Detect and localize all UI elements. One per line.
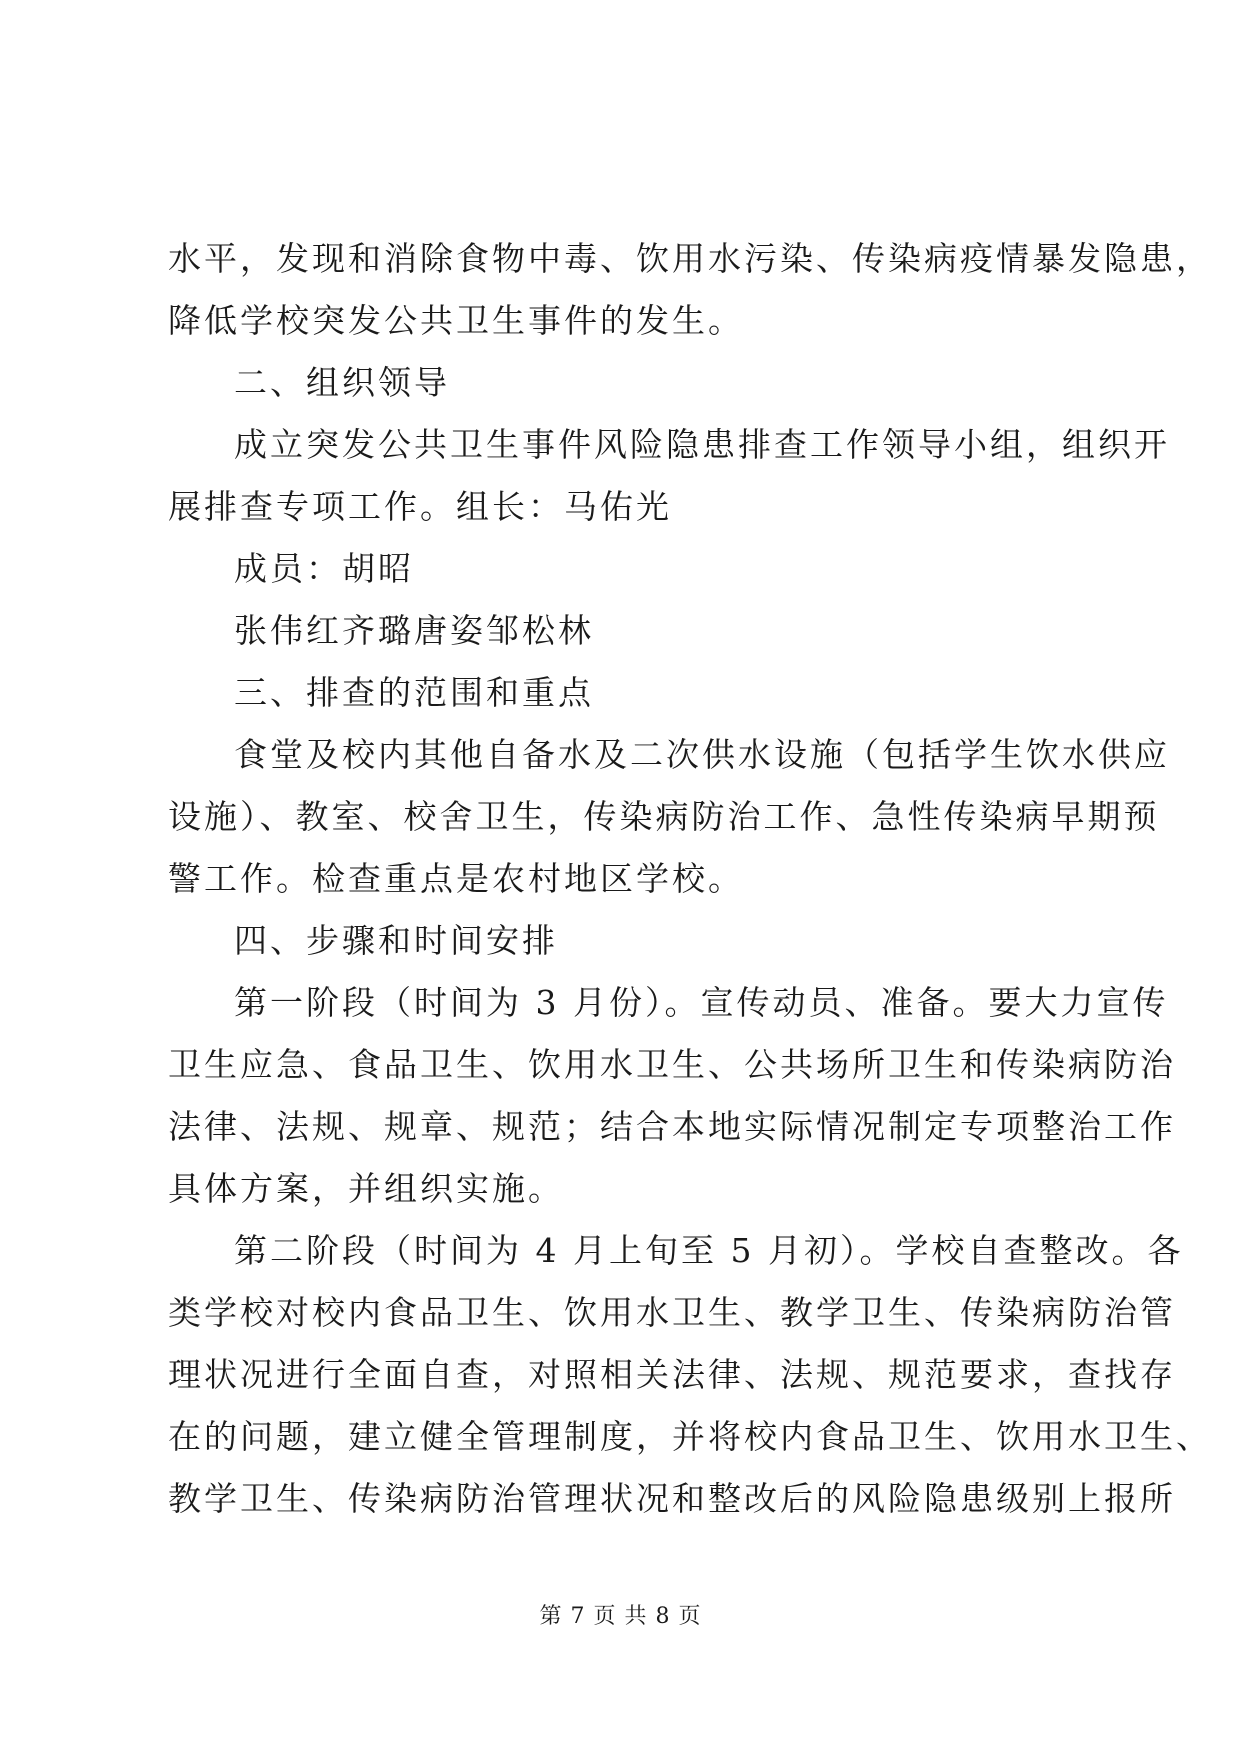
text-line: 食堂及校内其他自备水及二次供水设施（包括学生饮水供应 [234,735,1170,774]
section-heading: 四、步骤和时间安排 [234,921,558,960]
text-line: 水平，发现和消除食物中毒、饮用水污染、传染病疫情暴发隐患， [168,239,1212,278]
text-line: 具体方案，并组织实施。 [168,1169,564,1208]
text-line: 理状况进行全面自查，对照相关法律、法规、规范要求，查找存 [168,1355,1176,1394]
text-line: 展排查专项工作。组长：马佑光 [168,487,672,526]
text-line: 卫生应急、食品卫生、饮用水卫生、公共场所卫生和传染病防治 [168,1045,1176,1084]
text-line: 成立突发公共卫生事件风险隐患排查工作领导小组，组织开 [234,425,1170,464]
text-line: 张伟红齐璐唐姿邹松林 [234,611,594,650]
text-line: 设施）、教室、校舍卫生，传染病防治工作、急性传染病早期预 [168,797,1160,836]
text-line: 降低学校突发公共卫生事件的发生。 [168,301,744,340]
page-number-footer: 第 7 页 共 8 页 [539,1604,702,1629]
text-line: 第一阶段（时间为 3 月份）。宣传动员、准备。要大力宣传 [234,983,1169,1022]
body-text [168,228,1212,1530]
text-line: 警工作。检查重点是农村地区学校。 [168,859,744,898]
section-heading: 二、组织领导 [234,363,450,402]
text-line: 成员：胡昭 [234,549,414,588]
text-line: 第二阶段（时间为 4 月上旬至 5 月初）。学校自查整改。各 [234,1231,1184,1270]
text-line: 法律、法规、规章、规范；结合本地实际情况制定专项整治工作 [168,1107,1176,1146]
text-line: 类学校对校内食品卫生、饮用水卫生、教学卫生、传染病防治管 [168,1293,1176,1332]
text-line: 教学卫生、传染病防治管理状况和整改后的风险隐患级别上报所 [168,1479,1176,1518]
text-line: 在的问题，建立健全管理制度，并将校内食品卫生、饮用水卫生、 [168,1417,1212,1456]
section-heading: 三、排查的范围和重点 [234,673,594,712]
